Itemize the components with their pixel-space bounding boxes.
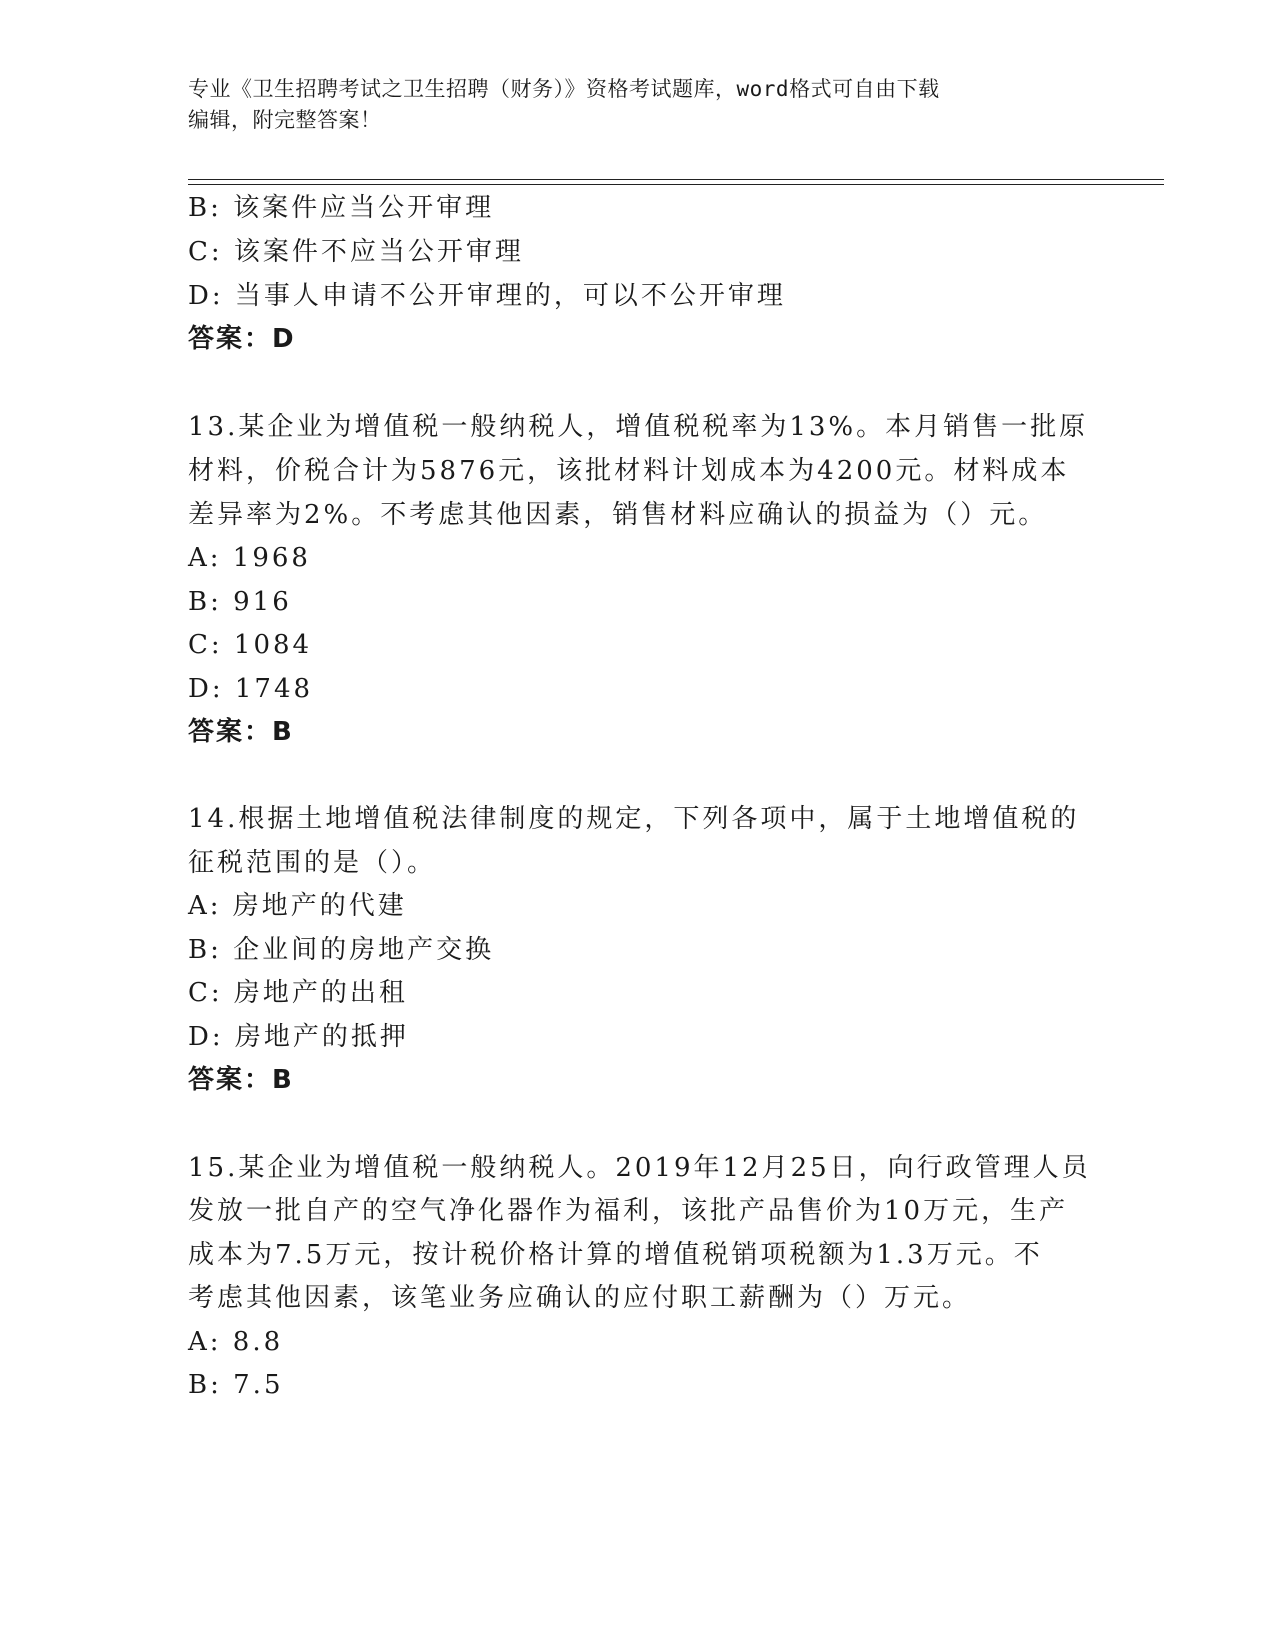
- header-line-2: 编辑，附完整答案！: [188, 108, 382, 132]
- q15-stem-line-1: 15.某企业为增值税一般纳税人。2019年12月25日，向行政管理人员: [188, 1153, 1091, 1183]
- q13-option-b: B: 916: [188, 587, 292, 617]
- q12-option-d: D: 当事人申请不公开审理的，可以不公开审理: [188, 281, 786, 311]
- q13-stem-line-3: 差异率为2%。不考虑其他因素，销售材料应确认的损益为（）元。: [188, 500, 1048, 530]
- q15-option-b: B: 7.5: [188, 1370, 284, 1400]
- header-divider-top: [188, 179, 1164, 180]
- q14-option-d: D: 房地产的抵押: [188, 1022, 409, 1052]
- q13-option-c: C: 1084: [188, 630, 313, 660]
- q13-stem-line-1: 13.某企业为增值税一般纳税人，增值税税率为13%。本月销售一批原: [188, 412, 1089, 442]
- q14-option-c: C: 房地产的出租: [188, 978, 408, 1008]
- q14-stem-line-2: 征税范围的是（）。: [188, 848, 437, 878]
- q15-stem-line-3: 成本为7.5万元，按计税价格计算的增值税销项税额为1.3万元。不: [188, 1240, 1043, 1270]
- q12-option-b: B: 该案件应当公开审理: [188, 193, 495, 223]
- q14-option-a: A: 房地产的代建: [188, 891, 407, 921]
- document-header: [188, 74, 1068, 136]
- q15-stem-line-2: 发放一批自产的空气净化器作为福利，该批产品售价为10万元，生产: [188, 1196, 1069, 1226]
- q13-answer: 答案：B: [188, 717, 294, 747]
- q15-option-a: A: 8.8: [188, 1327, 284, 1357]
- q15-stem-line-4: 考虑其他因素，该笔业务应确认的应付职工薪酬为（）万元。: [188, 1283, 972, 1313]
- header-divider-bottom: [188, 184, 1164, 185]
- q12-option-c: C: 该案件不应当公开审理: [188, 237, 524, 267]
- q12-answer: 答案：D: [188, 324, 296, 354]
- q14-answer: 答案：B: [188, 1065, 294, 1095]
- q13-option-d: D: 1748: [188, 674, 314, 704]
- q13-stem-line-2: 材料，价税合计为5876元，该批材料计划成本为4200元。材料成本: [188, 456, 1070, 486]
- q14-option-b: B: 企业间的房地产交换: [188, 935, 495, 965]
- q14-stem-line-1: 14.根据土地增值税法律制度的规定，下列各项中，属于土地增值税的: [188, 804, 1080, 834]
- q13-option-a: A: 1968: [188, 543, 311, 573]
- header-line-1: 专业《卫生招聘考试之卫生招聘（财务）》资格考试题库，word格式可自由下载: [188, 77, 940, 101]
